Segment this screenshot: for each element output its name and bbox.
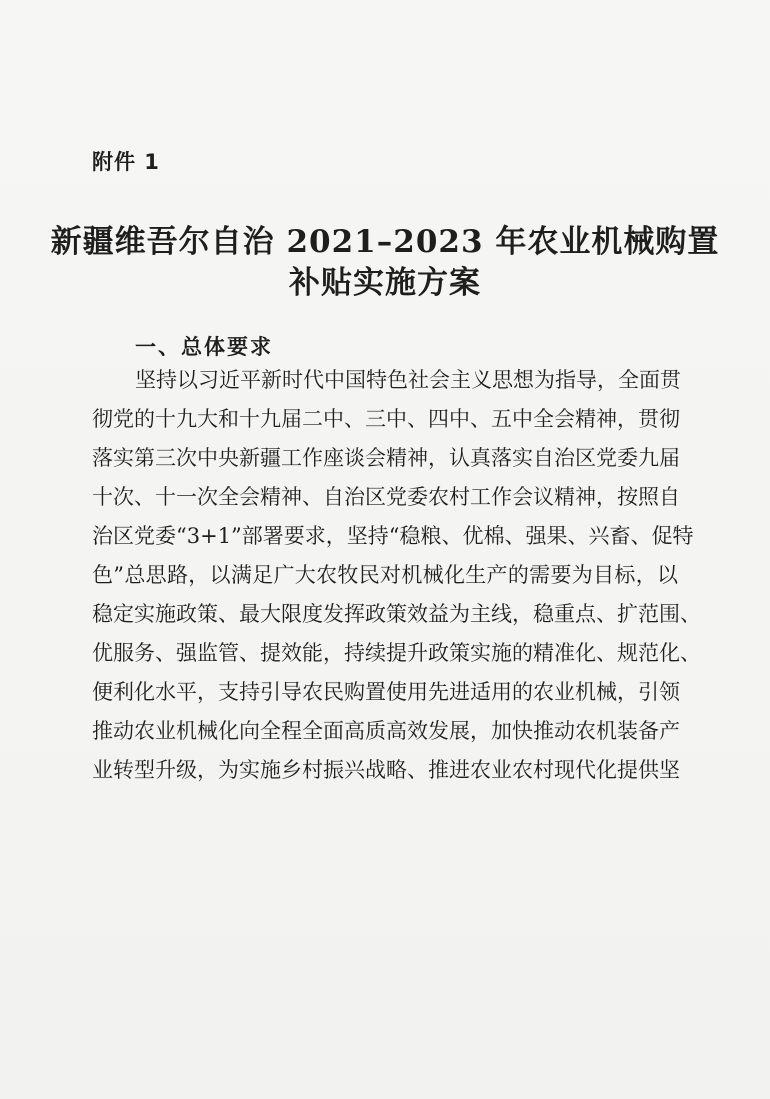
paragraph-line: 彻党的十九大和十九届二中、三中、四中、五中全会精神，贯彻	[92, 407, 680, 431]
paragraph-line: 十次、十一次全会精神、自治区党委农村工作会议精神，按照自	[92, 485, 680, 509]
section-heading-general-requirements: 一、总体要求	[135, 335, 273, 359]
document-title-line-1: 新疆维吾尔自治 2021–2023 年农业机械购置	[50, 224, 720, 260]
paragraph-line: 便利化水平，支持引导农民购置使用先进适用的农业机械，引领	[92, 680, 680, 704]
paragraph-line: 治区党委“3+1”部署要求，坚持“稳粮、优棉、强果、兴畜、促特	[92, 524, 694, 548]
paragraph-line: 坚持以习近平新时代中国特色社会主义思想为指导，全面贯	[135, 368, 681, 392]
attachment-label: 附件 1	[92, 150, 160, 174]
paragraph-line: 稳定实施政策、最大限度发挥政策效益为主线，稳重点、扩范围、	[92, 602, 701, 626]
paragraph-line: 推动农业机械化向全程全面高质高效发展，加快推动农机装备产	[92, 719, 680, 743]
paragraph-line: 色”总思路，以满足广大农牧民对机械化生产的需要为目标，以	[92, 563, 678, 587]
paragraph-line: 优服务、强监管、提效能，持续提升政策实施的精准化、规范化、	[92, 641, 701, 665]
document-title-line-2: 补贴实施方案	[289, 265, 481, 301]
paragraph-line: 落实第三次中央新疆工作座谈会精神，认真落实自治区党委九届	[92, 446, 680, 470]
paragraph-line: 业转型升级，为实施乡村振兴战略、推进农业农村现代化提供坚	[92, 758, 680, 782]
